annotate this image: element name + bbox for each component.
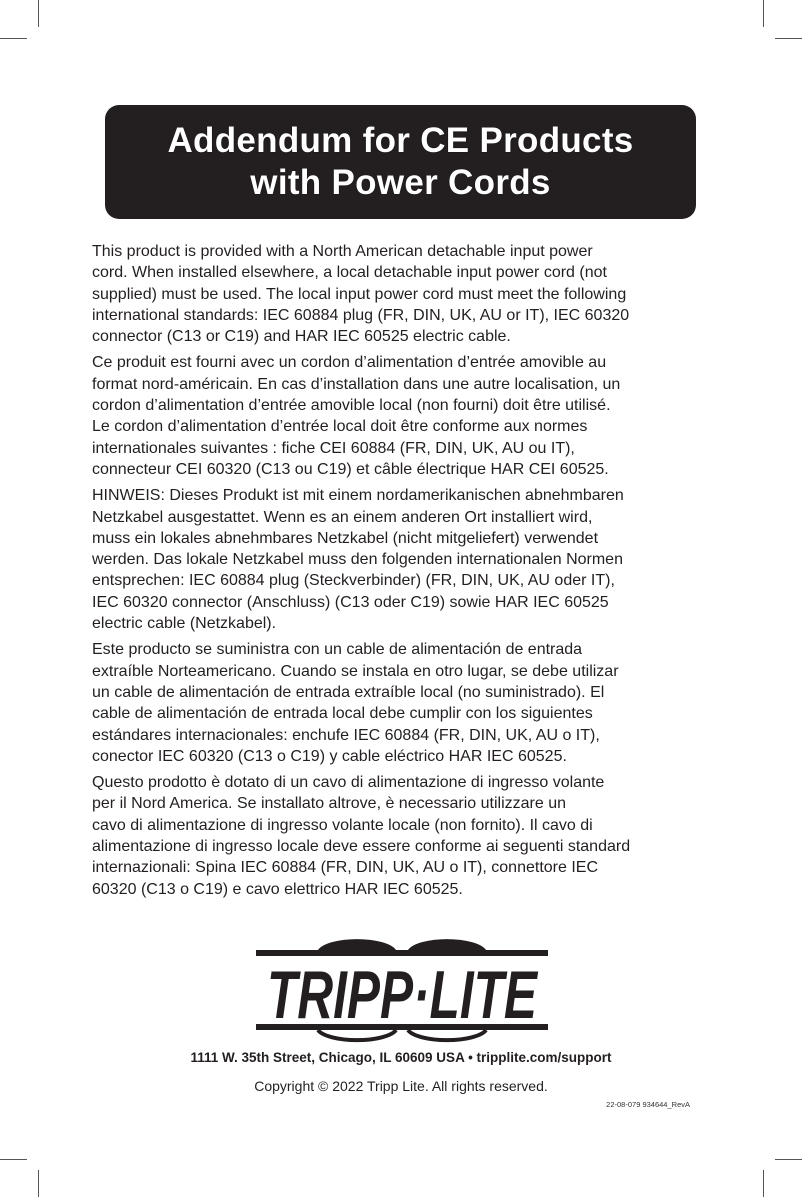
crop-mark [775,1159,802,1160]
tripp-lite-logo [256,934,548,1046]
text-line: electric cable (Netzkabel). [92,615,277,633]
text-line: connecteur CEI 60320 (C13 ou C19) et câble électrique HAR CEI 60525. [92,460,609,478]
text-line: entsprechen: IEC 60884 plug (Steckverbinder) (FR, DIN, UK, AU oder IT), [92,572,615,590]
text-line: IEC 60320 connector (Anschluss) (C13 oder C19) sowie HAR IEC 60525 [92,593,609,611]
crop-mark [0,38,27,39]
text-line: per il Nord America. Se installato altrove, è necessario utilizzare un [92,795,566,813]
text-line: This product is provided with a North American detachable input power [92,243,593,260]
svg-text:TRIPP·LITE: TRIPP·LITE [267,957,539,1033]
text-line: cord. When installed elsewhere, a local detachable input power cord (not [92,264,607,282]
text-line: Netzkabel ausgestattet. Wenn es an einem anderen Ort installiert wird, [92,508,593,526]
page-title-line-1: Addendum for CE Products [167,121,634,160]
crop-mark [763,1170,764,1197]
text-line: cordon d’alimentation d’entrée amovible local (non fourni) doit être utilisé. [92,397,611,415]
crop-mark [38,1170,39,1197]
paragraph-en [92,241,702,347]
text-line: connector (C13 or C19) and HAR IEC 60525 electric cable. [92,328,511,346]
text-line: extraíble Norteamericano. Cuando se instala en otro lugar, se debe utilizar [92,662,619,680]
text-line: estándares internacionales: enchufe IEC 60884 (FR, DIN, UK, AU o IT), [92,726,600,744]
text-line: Ce produit est fourni avec un cordon d’alimentation d’entrée amovible au [92,354,607,372]
document-body [92,241,702,905]
page-title-line-2: with Power Cords [250,163,551,202]
paragraph-de [92,485,702,634]
title-banner [105,105,696,219]
text-line: internazionali: Spina IEC 60884 (FR, DIN, UK, AU o IT), connettore IEC [92,859,598,877]
text-line: un cable de alimentación de entrada extraíble local (no suministrado). El [92,683,605,701]
crop-mark [38,0,39,27]
text-line: format nord-américain. En cas d’installation dans une autre localisation, un [92,375,621,393]
document-code: 22-08-079 934644_RevA [606,1100,690,1109]
text-line: conector IEC 60320 (C13 o C19) y cable eléctrico HAR IEC 60525. [92,747,567,765]
text-line: supplied) must be used. The local input power cord must meet the following [92,285,627,303]
text-line: Le cordon d’alimentation d’entrée local doit être conforme aux normes [92,418,588,436]
text-line: muss ein lokales abnehmbares Netzkabel (nicht mitgeliefert) verwendet [92,529,599,547]
text-line: internationales suivantes : fiche CEI 60884 (FR, DIN, UK, AU ou IT), [92,439,575,457]
text-line: HINWEIS: Dieses Produkt ist mit einem nordamerikanischen abnehmbaren [92,487,624,505]
text-line: werden. Das lokale Netzkabel muss den folgenden internationalen Normen [92,551,623,569]
paragraph-it [92,772,702,900]
paragraph-es [92,639,702,767]
company-address: 1111 W. 35th Street, Chicago, IL 60609 USA • tripplite.com/support [190,1050,612,1065]
text-line: alimentazione di ingresso locale deve essere conforme ai seguenti standard [92,838,631,856]
text-line: Este producto se suministra con un cable de alimentación de entrada [92,641,583,659]
paragraph-fr [92,352,702,480]
crop-mark [763,0,764,27]
crop-mark [0,1159,27,1160]
text-line: cavo di alimentazione di ingresso volante locale (non fornito). Il cavo di [92,816,593,834]
text-line: cable de alimentación de entrada local debe cumplir con los siguientes [92,705,593,723]
text-line: 60320 (C13 o C19) e cavo elettrico HAR IEC 60525. [92,880,463,898]
text-line: Questo prodotto è dotato di un cavo di alimentazione di ingresso volante [92,774,605,792]
text-line: international standards: IEC 60884 plug (FR, DIN, UK, AU or IT), IEC 60320 [92,306,630,324]
crop-mark [775,38,802,39]
copyright-notice: Copyright © 2022 Tripp Lite. All rights reserved. [254,1078,548,1094]
